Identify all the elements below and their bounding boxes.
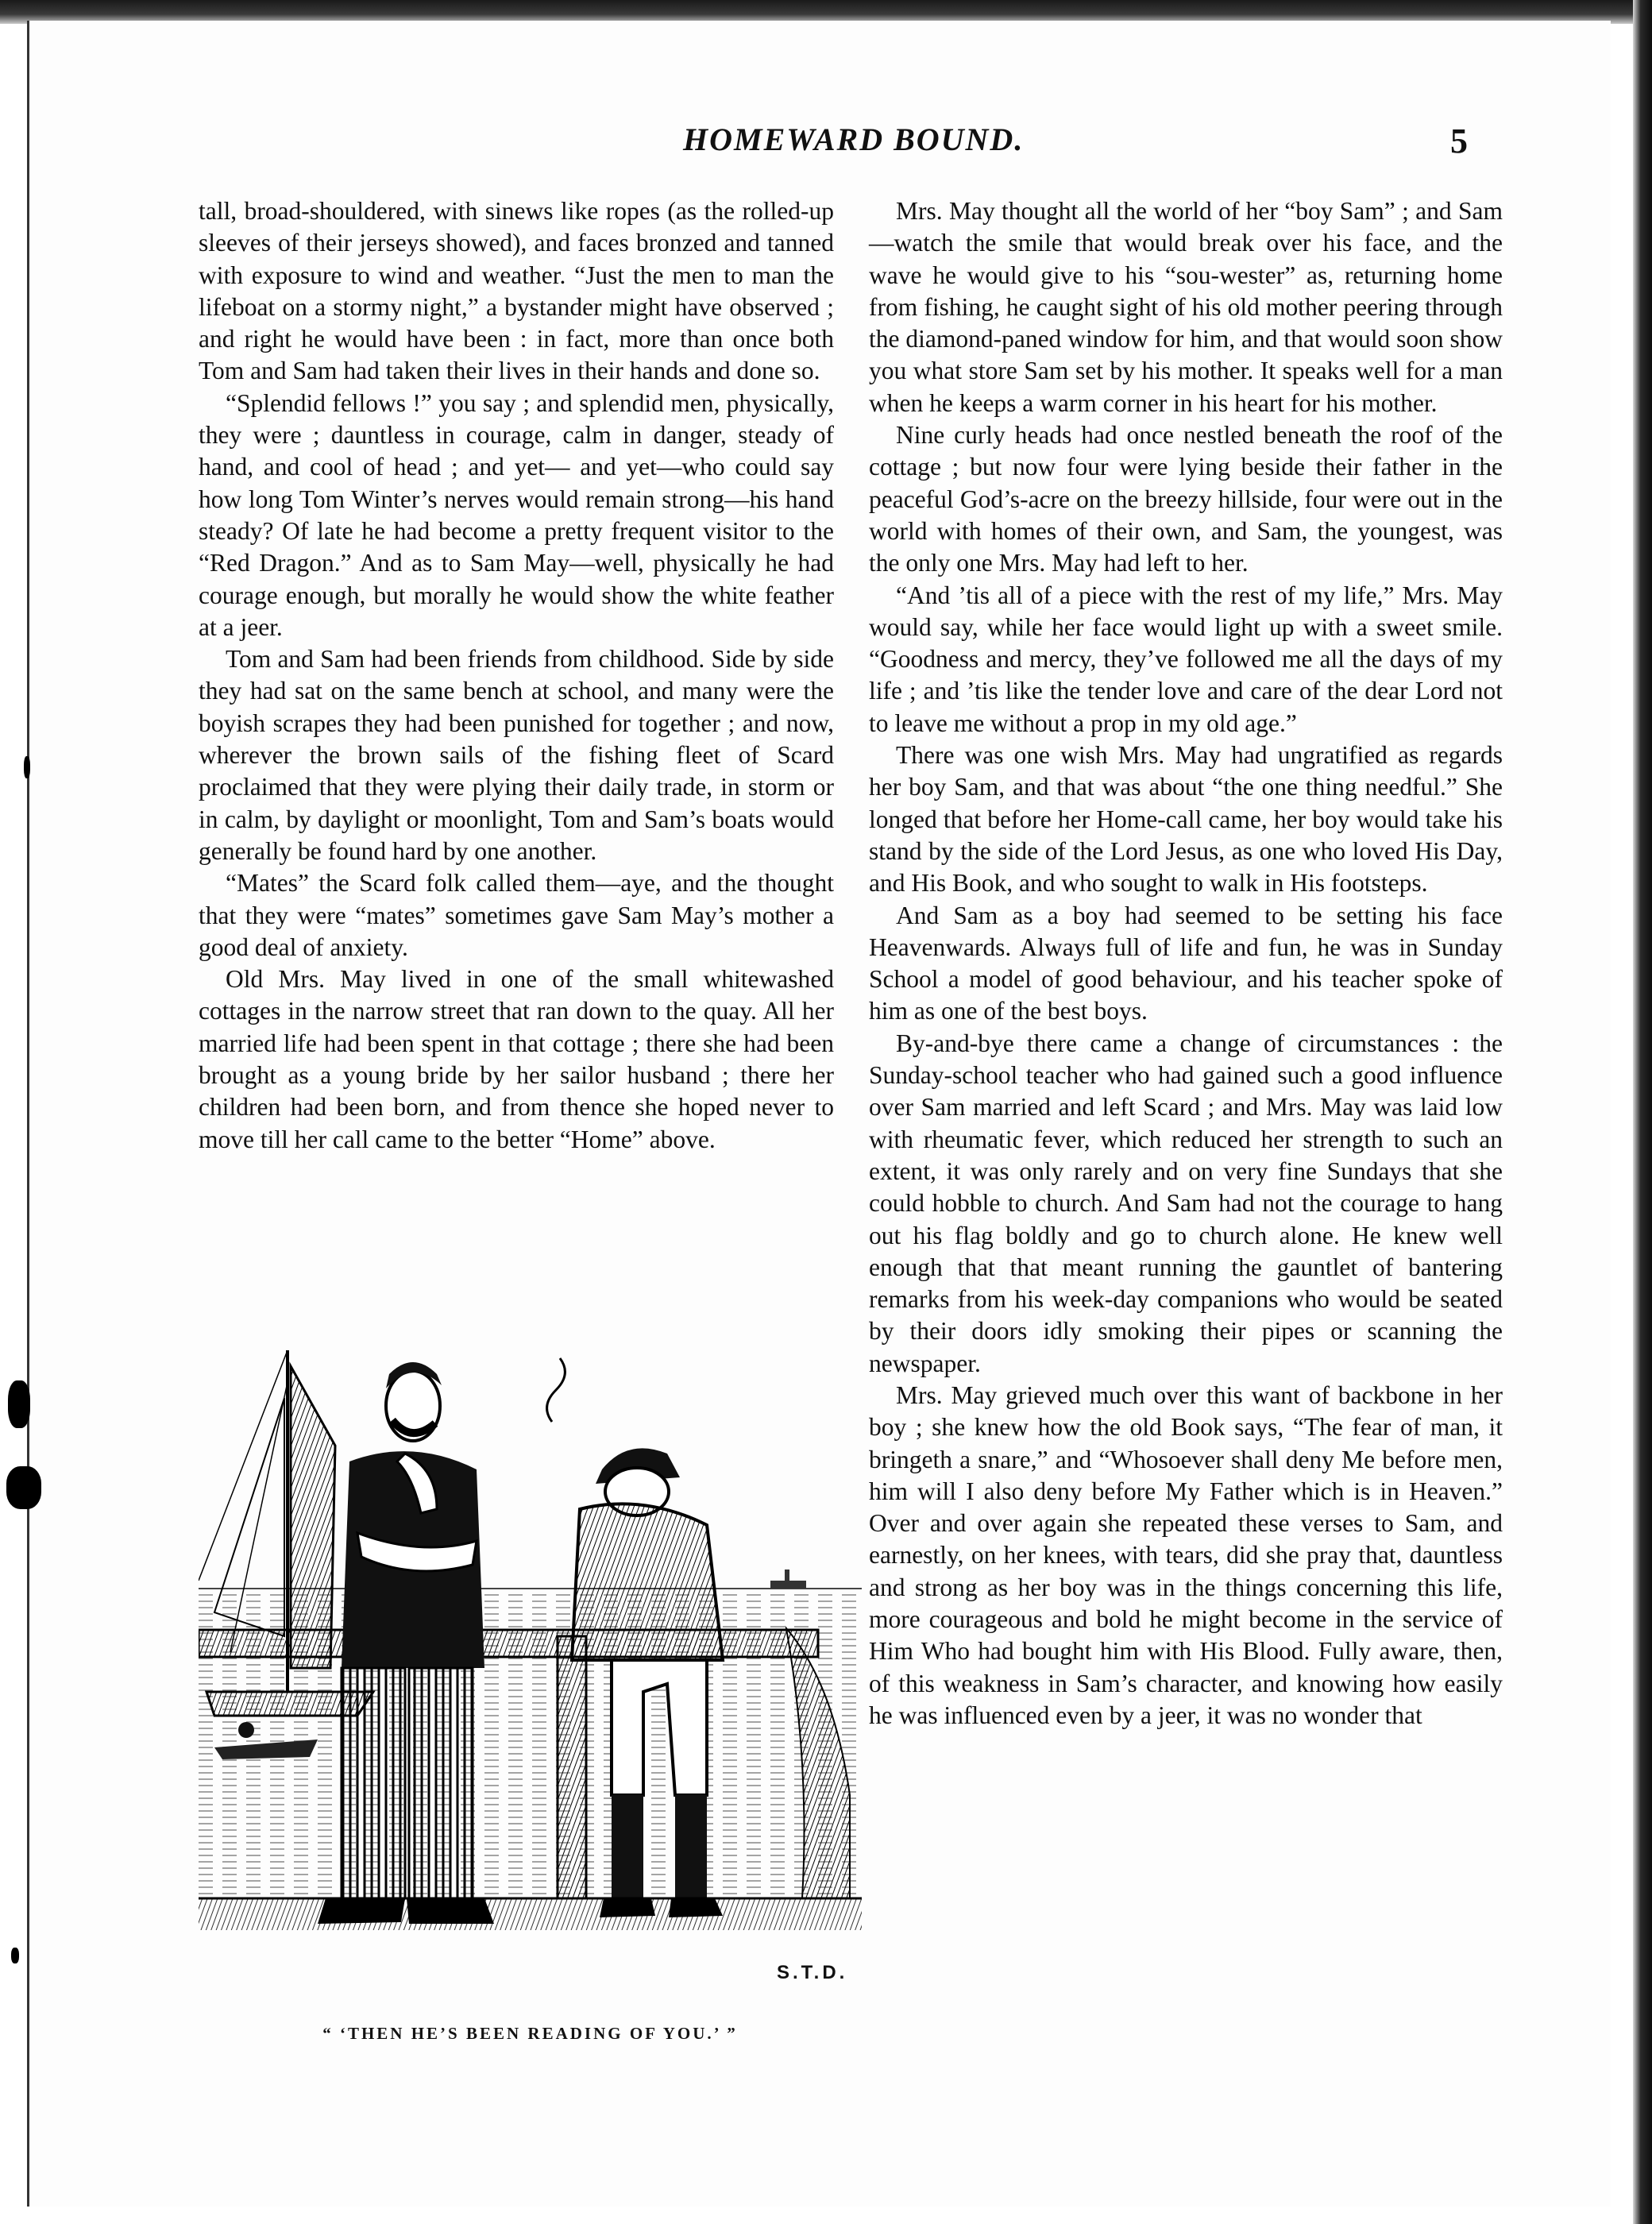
binding-mark [8,1380,30,1428]
artist-signature: S.T.D. [777,1962,848,1983]
paragraph: Tom and Sam had been friends from childhood. Side by side they had sat on the same bench at school, and many were the boyish scrapes they had been punished for together ; and now, wherever the brown sails of the fishing fleet of Scard proclaimed that they were plying their daily trade, in storm or in calm, by daylight or moonlight, Tom and Sam’s boats would generally be found hard by one another. [199,645,834,865]
paragraph: Mrs. May thought all the world of her “boy Sam” ; and Sam—watch the smile that would break over his face, and the wave he would give to his “sou-wester” as, returning home from fishing, he caught sight of his old mother peering through the diamond-paned window for him, and that would soon show you what store Sam set by his mother. It speaks well for a man when he keeps a warm corner in his heart for his mother. [869,197,1503,417]
paragraph: “Splendid fellows !” you say ; and splendid men, physically, they were ; dauntless in courage, calm in danger, steady of hand, and cool of head ; and yet— and yet—who could say how long Tom Winter’s nerves would remain strong—his hand steady? Of late he had become a pretty frequent visitor to the “Red Dragon.” And as to Sam May—well, physically he had courage enough, but morally he would show the white feather at a jeer. [199,388,834,641]
running-header [0,121,1652,168]
paragraph: “And ’tis all of a piece with the rest of my life,” Mrs. May would say, while her face would light up with a sweet smile. “Goodness and mercy, they’ve followed me all the days of my life ; and ’tis like the tender love and care of the dear Lord not to leave me without a prop in my old age.” [869,581,1503,737]
engraving-two-fishermen [199,1350,862,2010]
paragraph: Mrs. May grieved much over this want of backbone in her boy ; she knew how the old Book says, “The fear of man, it bringeth a snare,” and “Whosoever shall deny Me before men, him will I also deny before My Father which is in Heaven.” Over and over again she repeated these verses to Sam, and earnestly, on her knees, with tears, did she pray that, dauntless and strong as her boy was in the things concerning this life, more courageous and bold he might become in the service of Him Who had bought him with His Blood. Fully aware, then, of this weakness in Sam’s character, and knowing how easily he was influenced even by a jeer, it was no wonder that [869,1380,1503,1729]
paragraph: By-and-bye there came a change of circumstances : the Sunday-school teacher who had gained such a good influence over Sam married and left Scard ; and Mrs. May was laid low with rheumatic fever, which reduced her strength to such an extent, it was only rarely and on very fine Sundays that she could hobble to church. And Sam had not the courage to hang out his flag boldly and go to church alone. He knew well enough that that meant running the gauntlet of bantering remarks from his week-day companions who would be seated by their doors idly smoking their pipes or scanning the newspaper. [869,1029,1503,1377]
paragraph: Nine curly heads had once nestled beneath the roof of the cottage ; but now four were lying beside their father in the peaceful God’s-acre on the breezy hillside, four were out in the world with homes of their own, and Sam, the youngest, was the only one Mrs. May had left to her. [869,421,1503,577]
illustration-caption: “ ‘THEN HE’S BEEN READING OF YOU.’ ” [322,2024,738,2043]
right-column [869,195,1503,1732]
binding-mark [24,756,30,778]
paragraph: And Sam as a boy had seemed to be setting his face Heavenwards. Always full of life and fun, he was in Sunday School a model of good behaviour, and his teacher spoke of him as one of the best boys. [869,901,1503,1025]
paragraph: “Mates” the Scard folk called them—aye, and the thought that they were “mates” sometimes gave Sam May’s mother a good deal of anxiety. [199,869,834,961]
left-column [199,195,834,1156]
paragraph: There was one wish Mrs. May had ungratified as regards her boy Sam, and that was about “the one thing needful.” She longed that before her Home-call came, her boy would take his stand by the side of the Lord Jesus, as one who loved His Day, and His Book, and who sought to walk in His footsteps. [869,741,1503,898]
paragraph: Old Mrs. May lived in one of the small whitewashed cottages in the narrow street that ran down to the quay. All her married life had been spent in that cottage ; there she had been brought as a young bride by her sailor husband ; there her children had been born, and from thence she hoped never to move till her call came to the better “Home” above. [199,965,834,1153]
scan-right-edge [1633,0,1652,2224]
binding-mark [6,1466,41,1509]
paragraph: tall, broad-shouldered, with sinews like ropes (as the rolled-up sleeves of their jerseys showed), and faces bronzed and tanned with exposure to wind and weather. “Just the men to man the lifeboat on a stormy night,” a bystander might have observed ; and right he would have been : in fact, more than once both Tom and Sam had taken their lives in their hands and done so. [199,197,834,385]
page-number: 5 [1450,122,1468,160]
running-title: HOMEWARD BOUND. [683,122,1025,157]
binding-mark [11,1948,19,1963]
engraving-illustration [199,1350,862,2010]
